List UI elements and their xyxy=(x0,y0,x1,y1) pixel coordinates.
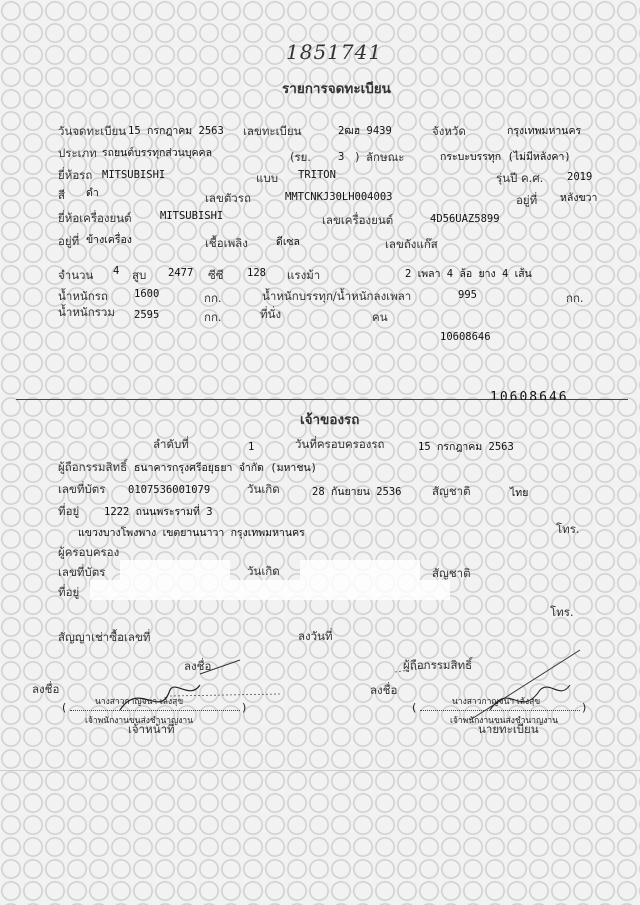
model-label: แบบ xyxy=(256,171,279,185)
ry-open: (รย. xyxy=(290,150,312,164)
chassis-location-label: อยู่ที่ xyxy=(516,193,538,207)
holder-birth-label: วันเกิด xyxy=(247,564,280,578)
lease-date-label: ลงวันที่ xyxy=(298,629,333,643)
name-line-right xyxy=(420,710,580,711)
cylinders-label: สูบ xyxy=(132,268,147,282)
total-weight-label: น้ำหนักรวม xyxy=(58,305,115,319)
axles-wheels-tires: 2 เพลา 4 ล้อ ยาง 4 เส้น xyxy=(405,268,532,280)
nationality: ไทย xyxy=(510,487,529,499)
kg-unit-2: กก. xyxy=(566,291,584,305)
officer-position-left: เจ้าพนักงานขนส่งชำนาญงาน xyxy=(85,716,194,726)
gas-tank-label: เลขถังแก๊ส xyxy=(385,237,438,251)
document-title: รายการจดทะเบียน xyxy=(282,81,391,97)
seats-unit: คน xyxy=(372,310,388,324)
kg-unit-3: กก. xyxy=(204,310,222,324)
redacted-area xyxy=(300,560,420,580)
horsepower-label: แรงม้า xyxy=(287,268,321,282)
officer-name-left: นางสาวกาญจนา เล้งสุข xyxy=(95,697,184,707)
sign-label-1: ลงชื่อ xyxy=(184,659,212,673)
holder-id-label: เลขที่บัตร xyxy=(58,565,106,579)
vehicle-weight: 1600 xyxy=(134,288,160,300)
order-label: ลำดับที่ xyxy=(153,437,189,451)
holder-tel-label: โทร. xyxy=(550,605,574,619)
nationality-label: สัญชาติ xyxy=(432,484,471,498)
reg-date-label: วันจดทะเบียน xyxy=(58,124,127,138)
cylinders: 4 xyxy=(113,265,120,277)
holder-address-label: ที่อยู่ xyxy=(58,585,80,599)
engine-location-label: อยู่ที่ xyxy=(58,234,80,248)
color-label: สี xyxy=(58,188,66,202)
reference-number-cut: 10608646 xyxy=(490,391,569,400)
owner-section-title: เจ้าของรถ xyxy=(300,412,360,428)
province-label: จังหวัด xyxy=(432,124,466,138)
chassis-location: หลังขวา xyxy=(560,192,598,204)
engine-location: ข้างเครื่อง xyxy=(86,234,132,246)
bracket-open-right: ( xyxy=(412,701,417,714)
province: กรุงเทพมหานคร xyxy=(507,125,582,137)
brand: MITSUBISHI xyxy=(102,169,166,181)
ry-close: ) xyxy=(355,150,360,164)
page-bottom-edge xyxy=(0,770,640,771)
order-number: 1 xyxy=(248,441,255,453)
redacted-area xyxy=(90,580,450,600)
name-line-left xyxy=(70,710,240,711)
engine-brand-label: ยี่ห้อเครื่องยนต์ xyxy=(58,211,132,225)
engine-cc: 2477 xyxy=(168,267,194,279)
officer-name-right: นางสาวกาญจนา เล้งสุข xyxy=(452,697,541,707)
address-line-2: แขวงบางโพงพาง เขตยานนาวา กรุงเทพมหานคร xyxy=(78,527,305,539)
model-year: 2019 xyxy=(567,171,593,183)
load-weight: 995 xyxy=(458,289,477,301)
chassis-number: MMTCNKJ30LH004003 xyxy=(285,191,393,203)
birth-date: 28 กันยายน 2536 xyxy=(312,486,402,498)
weight-label: น้ำหนักรถ xyxy=(58,289,108,303)
id-number-label: เลขที่บัตร xyxy=(58,482,106,496)
bracket-close-right: ) xyxy=(582,701,587,714)
style-label: ลักษณะ xyxy=(366,150,405,164)
load-label: น้ำหนักบรรทุก/น้ำหนักลงเพลา xyxy=(262,289,412,303)
sign-label-2: ลงชื่อ xyxy=(32,682,60,696)
bracket-close-left: ) xyxy=(242,701,247,714)
sign-owner-label: ผู้ถือกรรมสิทธิ์ xyxy=(403,658,473,672)
possess-date: 15 กรกฎาคม 2563 xyxy=(418,441,514,453)
seats-label: ที่นั่ง xyxy=(260,307,282,321)
plate-label: เลขทะเบียน xyxy=(243,124,302,138)
lease-label: สัญญาเช่าซื้อเลขที่ xyxy=(58,630,151,644)
engine-number: 4D56UAZ5899 xyxy=(430,213,500,225)
officer-position-right: เจ้าพนักงานขนส่งชำนาญงาน xyxy=(450,716,559,726)
engine-brand: MITSUBISHI xyxy=(160,210,224,222)
bracket-open-left: ( xyxy=(62,701,67,714)
ry-number: 3 xyxy=(338,151,345,163)
fuel: ดีเซล xyxy=(276,236,300,248)
owner-label: ผู้ถือกรรมสิทธิ์ xyxy=(58,460,128,474)
officer-role-right: นายทะเบียน xyxy=(478,722,539,736)
id-number: 0107536001079 xyxy=(128,484,211,496)
color: ดำ xyxy=(86,187,99,199)
address-line-1: 1222 ถนนพระรามที่ 3 xyxy=(104,506,213,518)
officer-role-left: เจ้าหน้าที่ xyxy=(128,722,175,736)
model: TRITON xyxy=(298,169,336,181)
handwritten-number: 1851741 xyxy=(286,40,383,64)
owner-name: ธนาคารกรุงศรีอยุธยา จำกัด (มหาชน) xyxy=(134,462,317,474)
vehicle-style: กระบะบรรทุก (ไม่มีหลังคา) xyxy=(440,151,571,163)
fuel-label: เชื้อเพลิง xyxy=(205,236,248,250)
chassis-label: เลขตัวรถ xyxy=(205,191,251,205)
horsepower: 128 xyxy=(247,267,266,279)
engine-number-label: เลขเครื่องยนต์ xyxy=(322,213,394,227)
holder-label: ผู้ครอบครอง xyxy=(58,545,120,559)
type-label: ประเภท xyxy=(58,146,97,160)
possess-date-label: วันที่ครอบครองรถ xyxy=(295,437,385,451)
tel-label: โทร. xyxy=(556,522,580,536)
vehicle-type: รถยนต์บรรทุกส่วนบุคคล xyxy=(102,147,212,159)
sign-label-3: ลงชื่อ xyxy=(370,683,398,697)
year-label: รุ่นปี ค.ศ. xyxy=(496,171,544,185)
reference-number: 10608646 xyxy=(440,331,491,343)
birth-label: วันเกิด xyxy=(247,482,280,496)
holder-nationality-label: สัญชาติ xyxy=(432,566,471,580)
reg-date: 15 กรกฎาคม 2563 xyxy=(128,125,224,137)
brand-label: ยี่ห้อรถ xyxy=(58,168,93,182)
kg-unit-1: กก. xyxy=(204,291,222,305)
count-label: จำนวน xyxy=(58,268,94,282)
redacted-area xyxy=(120,560,230,580)
address-label: ที่อยู่ xyxy=(58,504,80,518)
total-weight: 2595 xyxy=(134,309,160,321)
plate: 2ฒฮ 9439 xyxy=(338,125,392,137)
cc-label: ซีซี xyxy=(208,268,224,282)
